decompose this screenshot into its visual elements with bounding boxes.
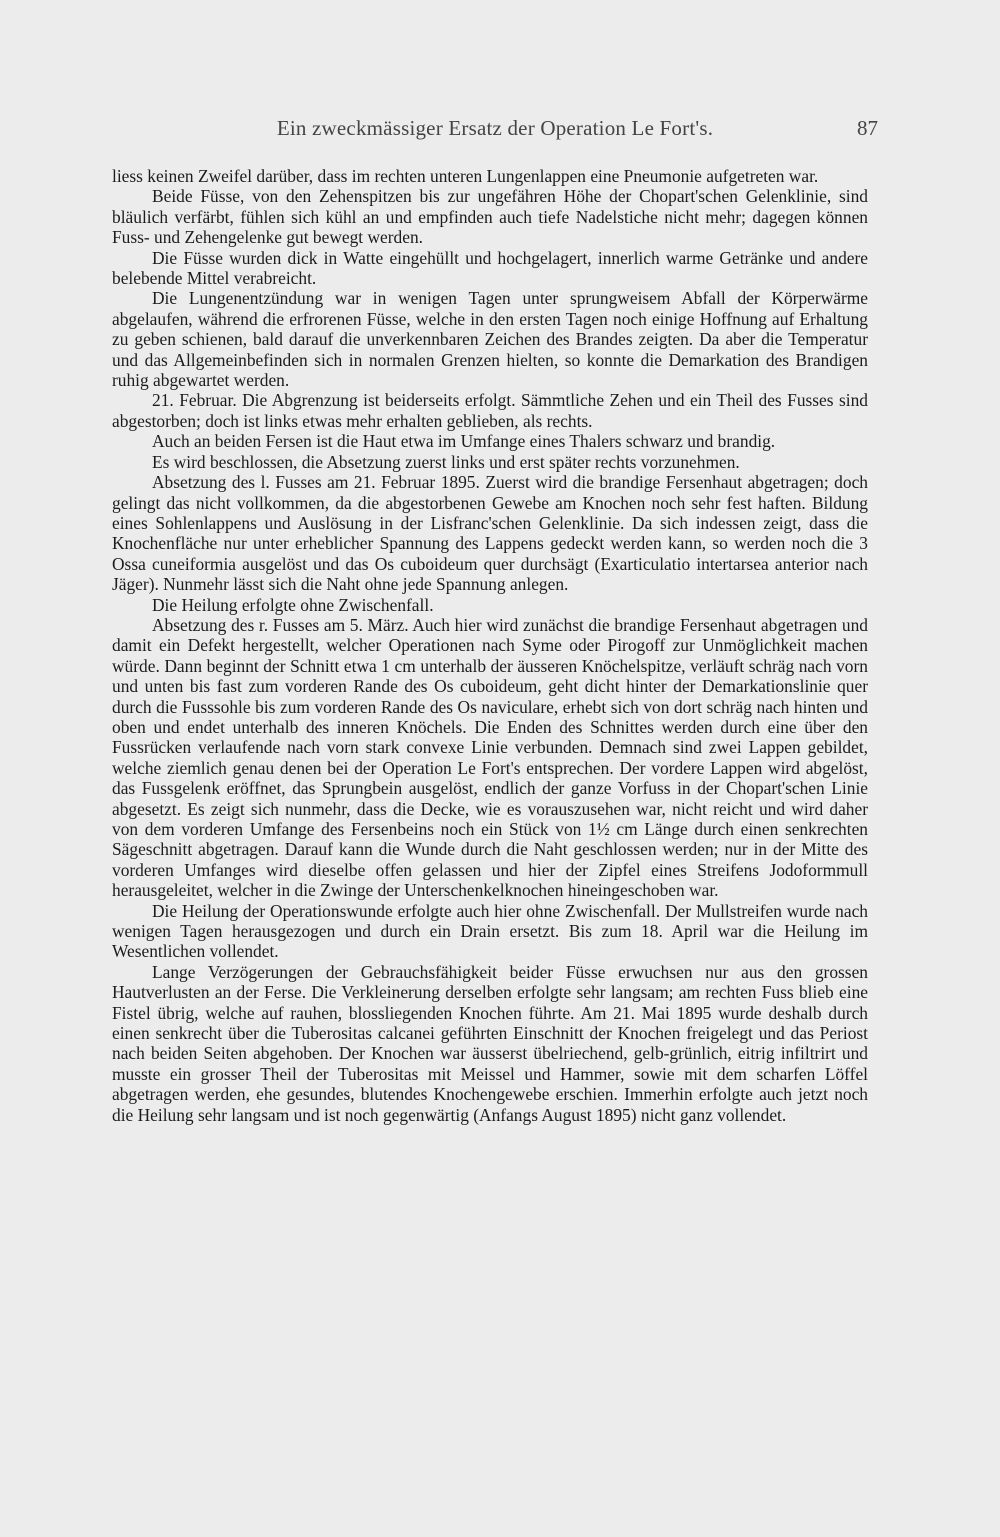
paragraph: Beide Füsse, von den Zehenspitzen bis zur ungefähren Höhe der Chopart'schen Gelenklinie, sind bläulich verfärbt, fühlen sich kühl an und empfinden auch tiefe Nadelstiche nicht mehr; dagegen können Fuss- und Zehengelenke gut bewegt werden.: [112, 186, 868, 248]
paragraph: Absetzung des l. Fusses am 21. Februar 1895. Zuerst wird die brandige Fersenhaut abgetragen; doch gelingt das nicht vollkommen, da die abgestorbenen Gewebe am Knochen noch sehr fest haften. Bildung eines Sohlenlappens und Auslösung in der Lisfranc'schen Gelenklinie. Da sich indessen zeigt, dass die Knochenfläche nur unter erheblicher Spannung des Lappens gedeckt werden kann, so werden noch die 3 Ossa cuneiformia ausgelöst und das Os cuboideum quer durchsägt (Exarticulatio intertarsea anterior nach Jäger). Nunmehr lässt sich die Naht ohne jede Spannung anlegen.: [112, 472, 868, 595]
paragraph: liess keinen Zweifel darüber, dass im rechten unteren Lungenlappen eine Pneumonie aufgetreten war.: [112, 166, 819, 186]
page-number: 87: [857, 116, 878, 140]
paragraph: Die Heilung der Operationswunde erfolgte auch hier ohne Zwischenfall. Der Mullstreifen wurde nach wenigen Tagen herausgezogen und durch ein Drain ersetzt. Bis zum 18. April war die Heilung im Wesentlichen vollendet.: [112, 900, 868, 962]
paragraph: Auch an beiden Fersen ist die Haut etwa im Umfange eines Thalers schwarz und brandig.: [152, 431, 776, 452]
paragraph: Lange Verzögerungen der Gebrauchsfähigkeit beider Füsse erwuchsen nur aus den grossen Hautverlusten an der Ferse. Die Verkleinerung derselben erfolgte sehr langsam; am rechten Fuss blieb eine Fistel übrig, welche auf rauhen, blossliegenden Knochen führte. Am 21. Mai 1895 wurde deshalb durch einen senkrecht über die Tuberositas calcanei geführten Einschnitt der Knochen freigelegt und das Periost nach beiden Seiten abgehoben. Der Knochen war äusserst übelriechend, gelb-grünlich, eitrig infiltrirt und musste ein grosser Theil der Tuberositas mit Meissel und Hammer, sowie mit dem scharfen Löffel abgetragen werden, ehe gesundes, blutendes Knochengewebe erschien. Immerhin erfolgte auch jetzt noch die Heilung sehr langsam und ist noch gegenwärtig (Anfangs August 1895) nicht ganz vollendet.: [112, 961, 868, 1125]
running-title: Ein zweckmässiger Ersatz der Operation Le Fort's.: [276, 116, 714, 140]
paragraph: Die Lungenentzündung war in wenigen Tagen unter sprungweisem Abfall der Körperwärme abgelaufen, während die erfrorenen Füsse, welche in den ersten Tagen noch einige Hoffnung auf Erhaltung zu geben schienen, bald darauf die unverkennbaren Zeichen des Brandes zeigten. Da aber die Temperatur und das Allgemeinbefinden sich in normalen Grenzen hielten, so konnte die Demarkation des Brandigen ruhig abgewartet werden.: [112, 288, 868, 391]
paragraph: Die Füsse wurden dick in Watte eingehüllt und hochgelagert, innerlich warme Getränke und andere belebende Mittel verabreicht.: [112, 247, 868, 289]
paragraph: Es wird beschlossen, die Absetzung zuerst links und erst später rechts vorzunehmen.: [152, 451, 740, 472]
paragraph: 21. Februar. Die Abgrenzung ist beiderseits erfolgt. Sämmtliche Zehen und ein Theil des Fusses sind abgestorben; doch ist links etwas mehr erhalten geblieben, als rechts.: [112, 390, 868, 431]
paragraph: Absetzung des r. Fusses am 5. März. Auch hier wird zunächst die brandige Fersenhaut abgetragen und damit ein Defekt hergestellt, welcher Operationen nach Syme oder Pirogoff zur Unmöglichkeit machen würde. Dann beginnt der Schnitt etwa 1 cm unterhalb der äusseren Knöchelspitze, verläuft schräg nach vorn und unten bis fast zum vorderen Rande des Os cuboideum, geht dicht hinter der Demarkationslinie quer durch die Fusssohle bis zum vorderen Rande des Os naviculare, erhebt sich von dort schräg nach hinten und oben und endet unterhalb des inneren Knöchels. Die Enden des Schnittes werden durch eine über den Fussrücken verlaufende nach vorn stark convexe Linie verbunden. Demnach sind zwei Lappen gebildet, welche ziemlich genau denen bei der Operation Le Fort's entsprechen. Der vordere Lappen wird abgelöst, das Fussgelenk eröffnet, das Sprungbein ausgelöst, endlich der ganze Vorfuss in der Chopart'schen Linie abgesetzt. Es zeigt sich nunmehr, dass die Decke, wie es vorauszusehen war, nicht reicht und wird daher von dem vorderen Umfange des Fersenbeins noch ein Stück von 1½ cm Länge durch einen senkrechten Sägeschnitt abgetragen. Darauf kann die Wunde durch die Naht geschlossen werden; nur in der Mitte des vorderen Umfanges wird dieselbe offen gelassen und hier der Zipfel eines Streifens Jodoformmull herausgeleitet, welcher in die Zwinge der Unterschenkelknochen hineingeschoben war.: [112, 614, 868, 901]
body-text: [112, 166, 868, 1125]
paragraph: Die Heilung erfolgte ohne Zwischenfall.: [152, 594, 434, 615]
